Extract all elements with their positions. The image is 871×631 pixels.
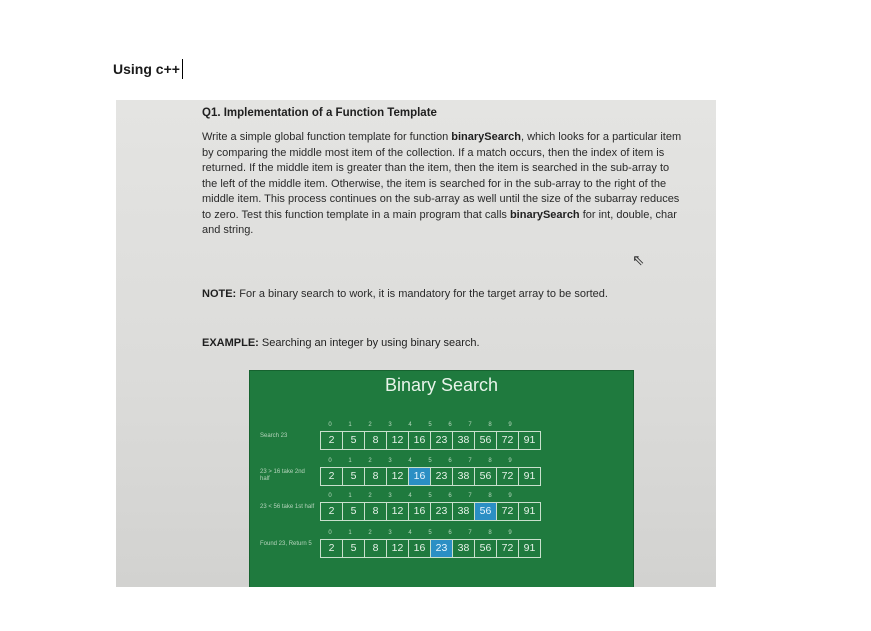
array-cell: 2 xyxy=(320,431,343,450)
array-cell: 16 xyxy=(408,467,431,486)
array-cell: 38 xyxy=(452,431,475,450)
index-label: 1 xyxy=(348,493,352,499)
array-row xyxy=(320,539,540,558)
array-cell: 2 xyxy=(320,502,343,521)
array-cell: 56 xyxy=(474,431,497,450)
array-cell: 5 xyxy=(342,431,365,450)
index-label: 3 xyxy=(388,422,392,428)
array-cell: 12 xyxy=(386,431,409,450)
index-label: 0 xyxy=(328,422,332,428)
array-cell: 5 xyxy=(342,502,365,521)
index-label: 1 xyxy=(348,422,352,428)
index-label: 7 xyxy=(468,422,472,428)
step-label: 23 < 56 take 1st half xyxy=(260,504,315,510)
array-cell: 16 xyxy=(408,502,431,521)
array-cell: 16 xyxy=(408,539,431,558)
binary-search-slide xyxy=(249,370,634,587)
index-label: 3 xyxy=(388,530,392,536)
index-label: 0 xyxy=(328,493,332,499)
array-cell: 38 xyxy=(452,502,475,521)
array-cell: 72 xyxy=(496,502,519,521)
index-label: 8 xyxy=(488,458,492,464)
note-label: NOTE: xyxy=(202,288,237,300)
question-paragraph xyxy=(202,130,687,239)
index-label: 2 xyxy=(368,422,372,428)
step-label: Search 23 xyxy=(260,433,288,439)
array-cell: 72 xyxy=(496,431,519,450)
array-cell: 23 xyxy=(430,502,453,521)
array-cell: 5 xyxy=(342,467,365,486)
array-cell: 12 xyxy=(386,502,409,521)
heading-text: Using c++ xyxy=(113,61,180,77)
index-label: 8 xyxy=(488,530,492,536)
index-label: 5 xyxy=(428,530,432,536)
example-label: EXAMPLE: xyxy=(202,337,259,349)
func-name-2: binarySearch xyxy=(509,208,580,221)
index-label: 2 xyxy=(368,458,372,464)
assignment-photo xyxy=(116,100,716,587)
array-cell: 23 xyxy=(430,467,453,486)
index-label: 0 xyxy=(328,458,332,464)
page-heading xyxy=(113,59,183,79)
array-cell: 12 xyxy=(386,467,409,486)
array-cell: 2 xyxy=(320,539,343,558)
array-cell: 16 xyxy=(408,431,431,450)
array-cell: 23 xyxy=(430,431,453,450)
note-paragraph xyxy=(202,287,687,303)
index-label: 4 xyxy=(408,493,412,499)
array-cell: 12 xyxy=(386,539,409,558)
example-text: Searching an integer by using binary search. xyxy=(258,337,480,349)
index-label: 9 xyxy=(508,458,512,464)
index-label: 1 xyxy=(348,458,352,464)
text-cursor xyxy=(182,59,183,79)
index-label: 9 xyxy=(508,493,512,499)
array-cell: 72 xyxy=(496,467,519,486)
index-label: 3 xyxy=(388,458,392,464)
array-cell: 2 xyxy=(320,467,343,486)
index-row xyxy=(320,458,520,464)
array-row xyxy=(320,467,540,486)
para-text-c: for int, double, char and string. xyxy=(202,208,677,236)
array-row xyxy=(320,431,540,450)
index-label: 2 xyxy=(368,493,372,499)
index-label: 5 xyxy=(428,422,432,428)
index-label: 4 xyxy=(408,422,412,428)
array-cell: 8 xyxy=(364,431,387,450)
index-row xyxy=(320,493,520,499)
array-cell: 91 xyxy=(518,502,541,521)
index-row xyxy=(320,422,520,428)
index-label: 4 xyxy=(408,530,412,536)
array-cell: 23 xyxy=(430,539,453,558)
array-cell: 72 xyxy=(496,539,519,558)
index-label: 1 xyxy=(348,530,352,536)
index-label: 7 xyxy=(468,493,472,499)
note-text: For a binary search to work, it is mandatory for the target array to be sorted. xyxy=(236,288,608,300)
array-cell: 91 xyxy=(518,431,541,450)
index-label: 6 xyxy=(448,458,452,464)
index-label: 7 xyxy=(468,458,472,464)
step-label: Found 23, Return 5 xyxy=(260,541,312,547)
index-label: 9 xyxy=(508,530,512,536)
index-label: 6 xyxy=(448,530,452,536)
array-cell: 91 xyxy=(518,467,541,486)
example-line xyxy=(202,336,480,352)
mouse-pointer-icon: ⇖ xyxy=(632,252,645,269)
step-label: 23 > 16 take 2nd half xyxy=(260,469,305,482)
array-cell: 56 xyxy=(474,467,497,486)
question-title: Q1. Implementation of a Function Template xyxy=(202,107,437,119)
array-cell: 56 xyxy=(474,502,497,521)
array-cell: 8 xyxy=(364,539,387,558)
array-cell: 5 xyxy=(342,539,365,558)
para-text-a: Write a simple global function template for function xyxy=(202,131,452,143)
array-cell: 56 xyxy=(474,539,497,558)
index-label: 9 xyxy=(508,422,512,428)
index-label: 6 xyxy=(448,422,452,428)
index-label: 5 xyxy=(428,458,432,464)
index-label: 4 xyxy=(408,458,412,464)
array-cell: 91 xyxy=(518,539,541,558)
index-label: 8 xyxy=(488,422,492,428)
func-name: binarySearch xyxy=(451,131,521,143)
index-label: 3 xyxy=(388,493,392,499)
array-cell: 38 xyxy=(452,467,475,486)
index-label: 0 xyxy=(328,530,332,536)
array-row xyxy=(320,502,540,521)
index-row xyxy=(320,530,520,536)
index-label: 2 xyxy=(368,530,372,536)
index-label: 5 xyxy=(428,493,432,499)
para-text-b: , which looks for a particular item by comparing the middle most item of the collection. If a match occurs, then the index of item is returned. If the middle item is greater than the item, then the item is searched in the sub-array to the left of the middle item. Otherwise, the item is searched for in the sub-array to the right of the middle item. This process continues on the sub-array as well until the size of the subarray reduces to zero. Test this function template in a main program that calls xyxy=(202,131,682,221)
array-cell: 8 xyxy=(364,502,387,521)
index-label: 6 xyxy=(448,493,452,499)
slide-title: Binary Search xyxy=(384,375,499,395)
index-label: 8 xyxy=(488,493,492,499)
array-cell: 38 xyxy=(452,539,475,558)
index-label: 7 xyxy=(468,530,472,536)
array-cell: 8 xyxy=(364,467,387,486)
